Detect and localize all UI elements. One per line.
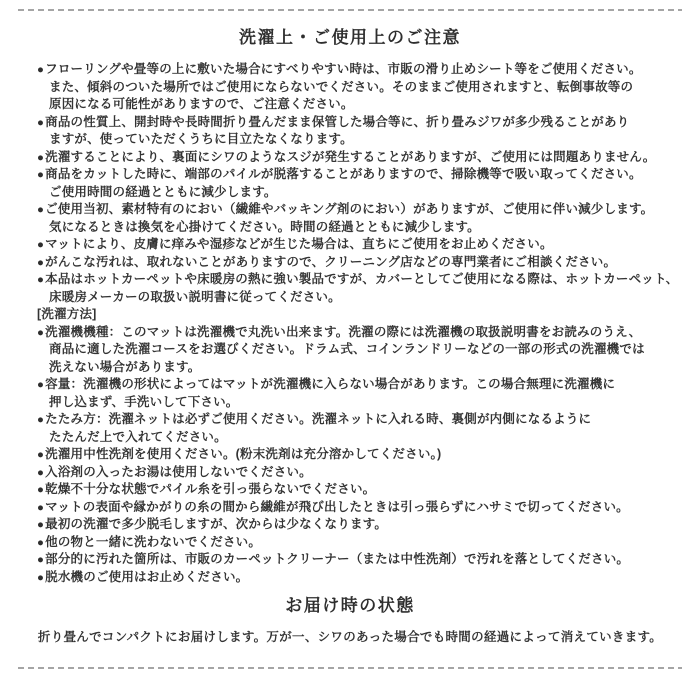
- notice-line-text: 商品に適した洗濯コースをお選びください。ドラム式、コインランドリーなどの一部の形式の洗濯機では: [49, 342, 645, 356]
- notice-line-text: 床暖房メーカーの取扱い説明書に従ってください。: [49, 289, 341, 304]
- bullet-icon: ●: [37, 449, 45, 461]
- bullet-icon: ●: [37, 536, 45, 549]
- care-notice-document: [0, 9, 700, 700]
- notice-item: [37, 464, 690, 482]
- bullet-icon: ●: [37, 116, 45, 129]
- notice-line: [37, 411, 690, 429]
- notice-line: [37, 149, 690, 167]
- bullet-icon: ●: [37, 169, 45, 181]
- notice-line: [37, 359, 690, 377]
- notice-line: [37, 376, 690, 394]
- notice-line: [37, 534, 690, 552]
- notice-line: [37, 429, 690, 447]
- notice-line-text: 洗濯することにより、裏面にシワのようなスジが発生することがありますが、ご使用には問題ありません。: [45, 149, 656, 164]
- notice-line-text: たたんだ上で入れてください。: [49, 429, 227, 444]
- notice-line: [37, 446, 690, 464]
- washing-method-section-label: [37, 306, 690, 324]
- notice-line-text: マットにより、皮膚に痒みや湿疹などが生じた場合は、直ちにご使用をお止めください。: [45, 237, 553, 251]
- notice-line: [37, 219, 690, 237]
- notice-line-text: ご使用当初、素材特有のにおい（繊維やバッキング剤のにおい）がありますが、ご使用に伴い減少します。: [45, 202, 654, 216]
- notice-item: [37, 149, 690, 167]
- notice-item: [37, 114, 690, 149]
- delivery-state-text: 折り畳んでコンパクトにお届けします。万が一、シワのあった場合でも時間の経過によって消えていきます。: [37, 630, 663, 644]
- notice-line: [37, 551, 690, 569]
- notice-line-text: 押し込まず、手洗いして下さい。: [49, 394, 239, 409]
- bullet-icon: ●: [37, 501, 45, 514]
- notice-line: [37, 569, 690, 587]
- notice-line: [37, 324, 690, 342]
- notice-line: [37, 184, 690, 202]
- bullet-icon: ●: [37, 571, 45, 584]
- notice-item: [37, 411, 690, 446]
- notice-line-text: 入浴剤の入ったお湯は使用しないでください。: [45, 464, 312, 479]
- notice-line: [37, 254, 690, 272]
- notice-line: [37, 394, 690, 412]
- notice-line: [37, 79, 690, 97]
- notice-item: [37, 376, 690, 411]
- notice-line-text: また、傾斜のついた場所ではご使用にならないでください。そのままご使用されますと、転倒事故等の: [49, 79, 634, 94]
- bullet-icon: ●: [37, 466, 45, 479]
- notice-item: [37, 499, 690, 517]
- notice-line-text: ますが、使っていただくうちに目立たなくなります。: [49, 132, 353, 146]
- notice-line-text: 商品をカットした時に、端部のパイルが脱落することがありますので、掃除機等で吸い取ってください。: [45, 167, 642, 181]
- bullet-icon: ●: [37, 519, 45, 531]
- notice-line-text: ご使用時間の経過とともに減少します。: [49, 184, 277, 199]
- bullet-icon: ●: [37, 64, 45, 76]
- notice-line: [37, 464, 690, 482]
- notice-line: [37, 481, 690, 499]
- bullet-icon: ●: [37, 256, 45, 269]
- notice-item: [37, 446, 690, 464]
- notice-line-text: 原因になる可能性がありますので、ご注意ください。: [49, 97, 354, 111]
- notice-line-text: 部分的に汚れた箇所は、市販のカーペットクリーナー（または中性洗剤）で汚れを落としてください。: [45, 552, 630, 566]
- notice-list: [37, 61, 690, 586]
- notice-item: [37, 481, 690, 499]
- notice-line: [37, 341, 690, 359]
- notice-item: [37, 534, 690, 552]
- bullet-icon: ●: [37, 379, 45, 391]
- notice-line: [37, 271, 690, 289]
- notice-line: [37, 236, 690, 254]
- notice-item: [37, 166, 690, 201]
- bullet-icon: ●: [37, 151, 45, 164]
- bullet-icon: ●: [37, 239, 45, 251]
- notice-line: [37, 114, 690, 132]
- notice-line-text: 洗えない場合があります。: [49, 359, 201, 374]
- notice-item: [37, 61, 690, 114]
- notice-line-text: 洗濯機機種：このマットは洗濯機で丸洗い出来ます。洗濯の際には洗濯機の取扱説明書をお読みのうえ、: [45, 324, 642, 339]
- notice-line-text: [洗濯方法]: [37, 307, 97, 321]
- bullet-icon: ●: [37, 484, 45, 496]
- notice-line-text: たたみ方：洗濯ネットは必ずご使用ください。洗濯ネットに入れる時、裏側が内側になるように: [45, 412, 592, 426]
- delivery-state-title: お届け時の状態: [285, 596, 415, 615]
- bullet-icon: ●: [37, 274, 45, 286]
- notice-item: [37, 271, 690, 306]
- notice-line: [37, 96, 690, 114]
- notice-line-text: 気になるときは換気を心掛けてください。時間の経過とともに減少します。: [49, 219, 480, 234]
- bullet-icon: ●: [37, 554, 45, 566]
- notice-item: [37, 254, 690, 272]
- top-dashed-divider: [18, 9, 682, 11]
- notice-line-text: 乾燥不十分な状態でパイル糸を引っ張らないでください。: [45, 482, 376, 496]
- notice-item: [37, 551, 690, 569]
- bullet-icon: ●: [37, 204, 45, 216]
- notice-line-text: 他の物と一緒に洗わないでください。: [45, 534, 262, 549]
- notice-line-text: がんこな汚れは、取れないことがありますので、クリーニング店などの専門業者にご相談ください。: [45, 254, 617, 269]
- notice-line-text: 容量：洗濯機の形状によってはマットが洗濯機に入らない場合があります。この場合無理に洗濯機に: [45, 377, 616, 391]
- notice-line: [37, 289, 690, 307]
- notice-line: [37, 201, 690, 219]
- notice-line: [37, 61, 690, 79]
- bottom-dashed-divider: [18, 667, 682, 669]
- notice-line: [37, 516, 690, 534]
- notice-line-text: フローリングや畳等の上に敷いた場合にすべりやすい時は、市販の滑り止めシート等をご使用ください。: [45, 62, 642, 76]
- notice-line-text: 本品はホットカーペットや床暖房の熱に強い製品ですが、カバーとしてご使用になる際は、ホットカーペット、: [45, 272, 679, 286]
- notice-line-text: 商品の性質上、開封時や長時間折り畳んだまま保管した場合等に、折り畳みジワが多少残ることがあり: [45, 114, 630, 129]
- notice-line: [37, 306, 690, 324]
- bullet-icon: ●: [37, 414, 45, 426]
- notice-item: [37, 201, 690, 236]
- notice-item: [37, 236, 690, 254]
- notice-line: [37, 166, 690, 184]
- bullet-icon: ●: [37, 326, 45, 339]
- notice-item: [37, 569, 690, 587]
- notice-line: [37, 131, 690, 149]
- notice-line-text: 最初の洗濯で多少脱毛しますが、次からは少なくなります。: [45, 517, 388, 531]
- washing-usage-notice-title: 洗濯上・ご使用上のご注意: [239, 28, 461, 47]
- notice-item: [37, 516, 690, 534]
- notice-line-text: 脱水機のご使用はお止めください。: [45, 569, 249, 584]
- notice-line-text: マットの表面や縁かがりの糸の間から繊維が飛び出したときは引っ張らずにハサミで切ってください。: [45, 499, 629, 514]
- notice-line: [37, 499, 690, 517]
- notice-line-text: 洗濯用中性洗剤を使用ください。(粉末洗剤は充分溶かしてください。): [45, 447, 442, 461]
- notice-item: [37, 324, 690, 377]
